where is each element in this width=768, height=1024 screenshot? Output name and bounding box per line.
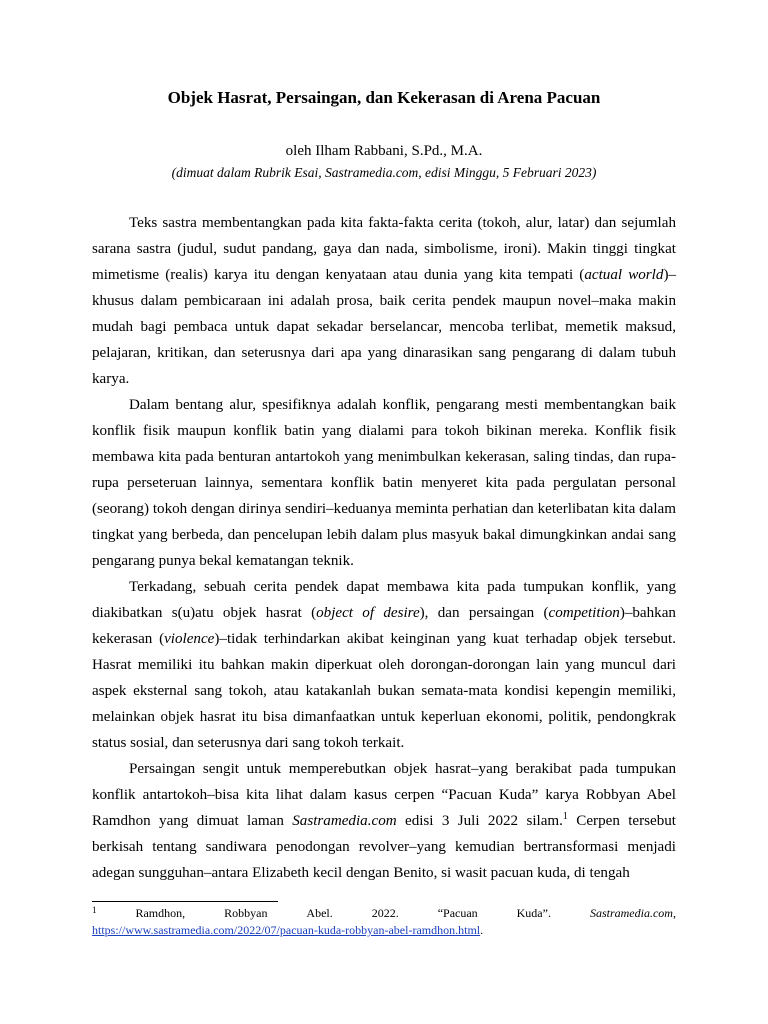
- document-title: Objek Hasrat, Persaingan, dan Kekerasan di Arena Pacuan: [167, 88, 601, 107]
- citation-part: Abel.: [306, 906, 333, 920]
- italic-term: violence: [164, 631, 215, 647]
- essay-body: [92, 210, 676, 886]
- citation-part: 2022.: [371, 906, 399, 920]
- paragraph-1: Teks sastra membentangkan pada kita fakta-fakta cerita (tokoh, alur, latar) dan sejumlah sarana sastra (judul, sudut pandang, gaya dan nada, simbolisme, ironi). Makin tinggi tingkat mimetisme (realis) karya itu dengan kenyataan atau dunia yang kita tempati (actual world)–khusus dalam pembicaraan ini adalah prosa, baik cerita pendek maupun novel–maka makin mudah bagi pembaca untuk dapat sekadar berselancar, mencoba terlibat, memetik maksud, pelajaran, kritikan, dan seterusnya dari apa yang dinarasikan sang pengarang di dalam tubuh karya.: [92, 215, 677, 387]
- citation-part: Robbyan: [224, 906, 268, 920]
- footnote-url-link[interactable]: https://www.sastramedia.com/2022/07/pacuan-kuda-robbyan-abel-ramdhon.html: [92, 923, 481, 937]
- citation-part: “Pacuan: [437, 906, 478, 920]
- publication-info: (dimuat dalam Rubrik Esai, Sastramedia.com, edisi Minggu, 5 Februari 2023): [171, 165, 597, 180]
- paragraph-3: Terkadang, sebuah cerita pendek dapat membawa kita pada tumpukan konflik, yang diakibatkan s(u)atu objek hasrat (object of desire), dan persaingan (competition)–bahkan kekerasan (violence)–tidak terhindarkan akibat keinginan yang kuat terhadap objek tersebut. Hasrat memiliki itu bahkan makin diperkuat oleh dorongan-dorongan lain yang muncul dari aspek eksternal sang tokoh, atau katakanlah bukan semata-mata kondisi kepengin memiliki, melainkan objek hasrat itu bisa dimanfaatkan untuk keperluan ekonomi, politik, pendongkrak status sosial, dan seterusnya dari sang tokoh terkait.: [92, 579, 676, 751]
- italic-term: competition: [548, 605, 620, 621]
- footnote-divider: [92, 901, 278, 902]
- author-line: oleh Ilham Rabbani, S.Pd., M.A.: [285, 143, 483, 159]
- paragraph-4: Persaingan sengit untuk memperebutkan objek hasrat–yang berakibat pada tumpukan konflik antartokoh–bisa kita lihat dalam kasus cerpen “Pacuan Kuda” karya Robbyan Abel Ramdhon yang dimuat laman Sastramedia.com edisi 3 Juli 2022 silam.$^1$ Cerpen tersebut berkisah tentang sandiwara penodongan revolver–yang kemudian bertransformasi menjadi adegan sungguhan–antara Elizabeth kecil dengan Benito, si wasit pacuan kuda, di tengah: [92, 761, 676, 881]
- footnote-number: 1: [92, 905, 97, 915]
- paragraph-2: Dalam bentang alur, spesifiknya adalah konflik, pengarang mesti membentangkan baik konflik fisik maupun konflik batin yang dialami para tokoh bikinan mereka. Konflik fisik membawa kita pada benturan antartokoh yang menimbulkan kekerasan, saling tindas, dan rupa-rupa perseteruan lainnya, sementara konflik batin menyeret kita pada pergulatan personal (seorang) tokoh dengan dirinya sendiri–keduanya meminta perhatian dan keterlibatan kita dalam tingkat yang berbeda, dan pencelupan lebih dalam plus masyuk bakal dimungkinkan andai sang pengarang punya bekal kematangan teknik.: [92, 397, 676, 569]
- italic-term: object of desire: [316, 605, 420, 621]
- footnote-reference[interactable]: 1: [562, 810, 568, 822]
- citation-part: Kuda”.: [516, 906, 551, 920]
- italic-term: Sastramedia.com: [292, 813, 397, 829]
- italic-term: actual world: [584, 267, 664, 283]
- citation-site: Sastramedia.com,: [589, 906, 676, 920]
- citation-part: Ramdhon,: [135, 906, 186, 920]
- footnote-url-line: https://www.sastramedia.com/2022/07/pacuan-kuda-robbyan-abel-ramdhon.html.: [92, 923, 484, 937]
- footnote: [92, 905, 676, 938]
- footnote-citation: [92, 905, 676, 922]
